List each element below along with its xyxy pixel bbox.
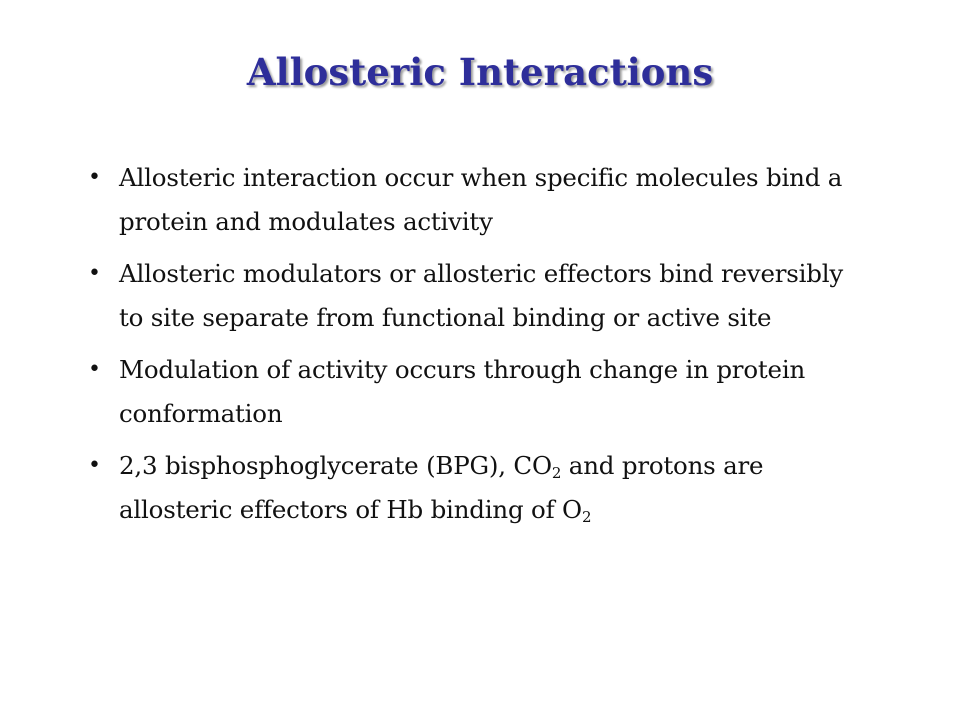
bullet-text: Modulation of activity occurs through change in protein conformation <box>119 355 806 428</box>
bullet-marker: • <box>88 261 101 286</box>
bullet-item <box>88 444 858 532</box>
bullet-text-part: 2,3 bisphosphoglycerate (BPG), CO <box>119 451 552 480</box>
bullet-marker: • <box>88 165 101 190</box>
bullet-text-part: and protons are allosteric effectors of Hb binding of O <box>119 451 764 524</box>
bullet-marker: • <box>88 453 101 478</box>
subscript: 2 <box>581 508 592 526</box>
subscript: 2 <box>551 464 562 482</box>
slide-title: Allosteric Interactions <box>246 50 714 94</box>
bullet-list <box>88 156 858 540</box>
bullet-marker: • <box>88 357 101 382</box>
bullet-item <box>88 252 858 340</box>
bullet-text: Allosteric modulators or allosteric effectors bind reversibly to site separate from functional binding or active site <box>119 259 844 332</box>
bullet-text: Allosteric interaction occur when specific molecules bind a protein and modulates activity <box>119 163 843 236</box>
bullet-text <box>119 451 763 524</box>
bullet-item <box>88 156 858 244</box>
bullet-item <box>88 348 858 436</box>
